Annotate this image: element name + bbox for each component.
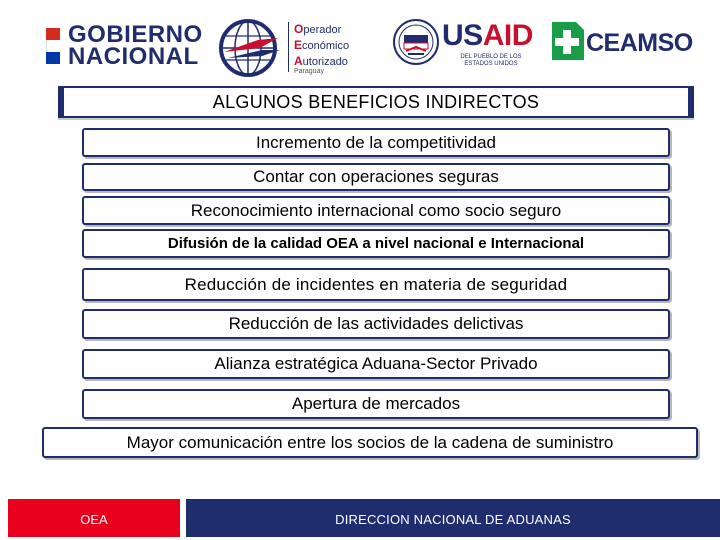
globe-icon: [218, 18, 284, 78]
benefit-box: [82, 196, 670, 225]
benefit-box: [82, 229, 670, 258]
footer-oea-label: OEA: [80, 512, 108, 527]
oea-subtitle: Paraguay: [294, 68, 324, 75]
title-banner: [58, 86, 694, 120]
benefit-box: [82, 163, 670, 191]
benefit-label: Reducción de las actividades delictivas: [228, 314, 524, 333]
benefit-box: [82, 309, 670, 339]
benefit-label: Apertura de mercados: [291, 394, 461, 413]
footer-agency-label: DIRECCION NACIONAL DE ADUANAS: [335, 512, 571, 527]
benefit-box: [82, 349, 670, 379]
usaid-seal-icon: [392, 18, 440, 66]
ceamso-cross-icon: [548, 18, 588, 64]
oea-wordmark: Operador Económico Autorizado: [294, 22, 350, 68]
benefit-label: Contar con operaciones seguras: [253, 167, 499, 186]
ceamso-logo: [548, 18, 693, 68]
usaid-subtitle: DEL PUEBLO DE LOS ESTADOS UNIDOS: [460, 54, 522, 67]
benefit-label: Difusión de la calidad OEA a nivel nacional e Internacional: [167, 235, 585, 252]
logo-divider: [288, 22, 289, 72]
footer-agency-panel: [186, 499, 720, 537]
paraguay-flag-icon: [46, 28, 60, 64]
benefit-label: Alianza estratégica Aduana-Sector Privado: [214, 354, 538, 373]
usaid-logo: [392, 16, 542, 76]
benefit-box: [42, 427, 698, 458]
benefit-box: [82, 389, 670, 419]
oea-logo: [218, 18, 378, 78]
benefit-box: [82, 268, 670, 301]
page-title: ALGUNOS BENEFICIOS INDIRECTOS: [212, 92, 540, 112]
benefit-label: Reconocimiento internacional como socio seguro: [190, 200, 562, 220]
benefit-box: [82, 128, 670, 157]
gobierno-nacional-logo: [46, 22, 206, 72]
benefit-label: Reducción de incidentes en materia de seguridad: [184, 274, 568, 294]
usaid-wordmark: USAID: [442, 19, 533, 52]
ceamso-wordmark: CEAMSO: [586, 29, 693, 57]
benefit-label: Incremento de la competitividad: [255, 132, 497, 152]
benefit-label: Mayor comunicación entre los socios de la cadena de suministro: [126, 432, 614, 452]
footer-oea-panel: [8, 499, 180, 537]
gobierno-nacional-wordmark: GOBIERNO NACIONAL: [68, 21, 203, 70]
